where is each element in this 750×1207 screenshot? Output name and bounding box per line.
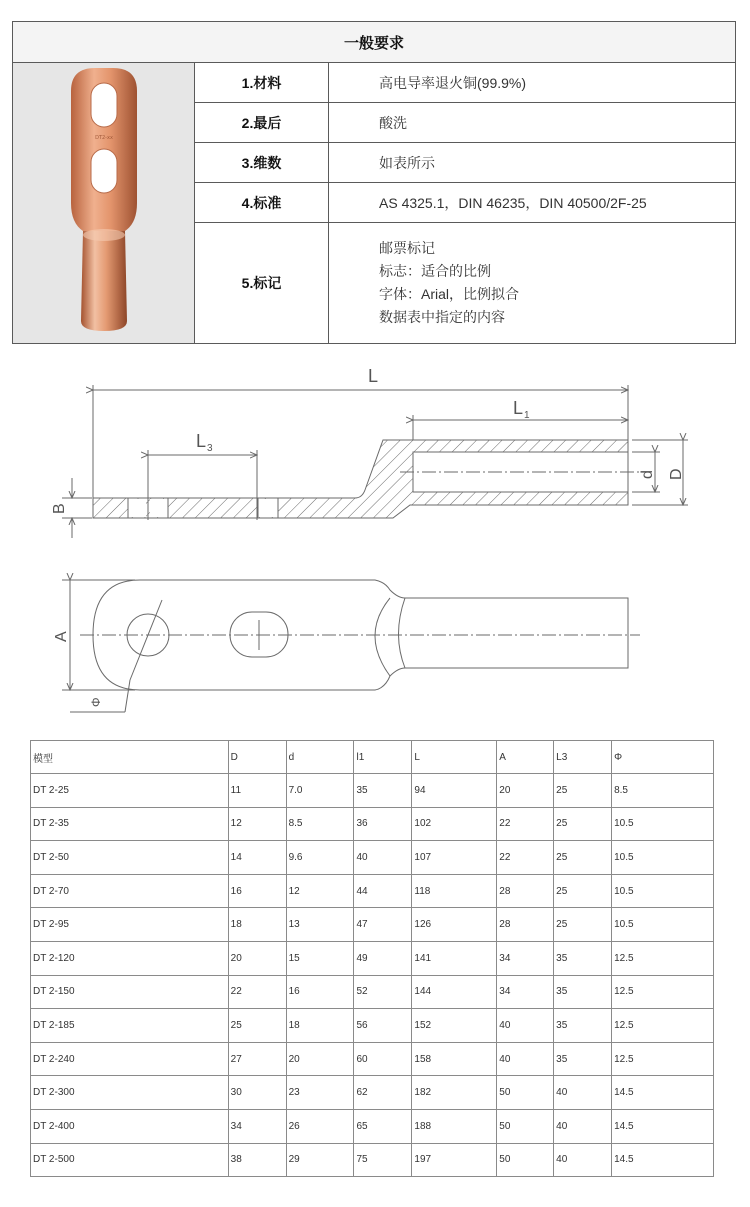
value-cell: 12 [286,874,354,908]
value-cell: 158 [412,1042,497,1076]
model-cell: DT 2-500 [31,1143,229,1177]
requirements-title: 一般要求 [13,22,736,63]
svg-text:DT2-xx: DT2-xx [95,135,113,141]
value-cell: 12.5 [612,941,714,975]
spec-key: 4.标准 [195,183,329,223]
value-cell: 141 [412,941,497,975]
value-cell: 14.5 [612,1076,714,1110]
value-cell: 65 [354,1109,412,1143]
value-cell: 10.5 [612,908,714,942]
table-row [31,874,714,908]
value-cell: 27 [228,1042,286,1076]
model-cell: DT 2-400 [31,1109,229,1143]
value-cell: 16 [286,975,354,1009]
value-cell: 12 [228,807,286,841]
value-cell: 35 [354,774,412,808]
value-cell: 34 [497,975,554,1009]
value-cell: 16 [228,874,286,908]
value-cell: 20 [286,1042,354,1076]
value-cell: 197 [412,1143,497,1177]
value-cell: 56 [354,1009,412,1043]
dim-L-label: L [368,366,379,386]
col-header: L [412,741,497,774]
dim-d-label: d [639,470,656,479]
spec-key: 2.最后 [195,103,329,143]
model-cell: DT 2-25 [31,774,229,808]
table-row [31,975,714,1009]
value-cell: 11 [228,774,286,808]
dim-D-label: D [668,468,685,480]
spec-key: 5.标记 [195,223,329,344]
value-cell: 40 [354,841,412,875]
model-cell: DT 2-120 [31,941,229,975]
value-cell: 75 [354,1143,412,1177]
value-cell: 28 [497,908,554,942]
model-cell: DT 2-185 [31,1009,229,1043]
value-cell: 36 [354,807,412,841]
value-cell: 25 [554,807,612,841]
table-row [31,908,714,942]
value-cell: 9.6 [286,841,354,875]
model-cell: DT 2-95 [31,908,229,942]
col-header: d [286,741,354,774]
model-cell: DT 2-300 [31,1076,229,1110]
value-cell: 94 [412,774,497,808]
value-cell: 29 [286,1143,354,1177]
model-cell: DT 2-240 [31,1042,229,1076]
value-cell: 10.5 [612,874,714,908]
value-cell: 28 [497,874,554,908]
value-cell: 22 [497,807,554,841]
marking-line: 标志：适合的比例 [379,263,491,279]
value-cell: 40 [554,1143,612,1177]
table-row [31,1009,714,1043]
table-row [31,1076,714,1110]
value-cell: 40 [497,1042,554,1076]
value-cell: 25 [228,1009,286,1043]
marking-line: 邮票标记 [379,240,435,256]
marking-line: 数据表中指定的内容 [379,309,505,325]
spec-value: 如表所示 [329,143,736,183]
value-cell: 34 [497,941,554,975]
value-cell: 12.5 [612,1042,714,1076]
value-cell: 102 [412,807,497,841]
value-cell: 25 [554,774,612,808]
value-cell: 20 [228,941,286,975]
value-cell: 25 [554,874,612,908]
table-row [31,1042,714,1076]
dim-L3-subscript: 3 [207,443,213,454]
value-cell: 40 [554,1076,612,1110]
value-cell: 47 [354,908,412,942]
value-cell: 7.0 [286,774,354,808]
value-cell: 26 [286,1109,354,1143]
value-cell: 35 [554,1042,612,1076]
marking-details [329,223,736,344]
value-cell: 14.5 [612,1143,714,1177]
value-cell: 35 [554,975,612,1009]
value-cell: 34 [228,1109,286,1143]
table-row [31,941,714,975]
model-cell: DT 2-70 [31,874,229,908]
table-header-row [31,741,714,774]
value-cell: 188 [412,1109,497,1143]
value-cell: 144 [412,975,497,1009]
col-header: l1 [354,741,412,774]
value-cell: 107 [412,841,497,875]
value-cell: 22 [497,841,554,875]
value-cell: 12.5 [612,975,714,1009]
table-row [31,774,714,808]
value-cell: 50 [497,1076,554,1110]
product-photo [13,63,195,344]
value-cell: 40 [554,1109,612,1143]
value-cell: 35 [554,1009,612,1043]
value-cell: 15 [286,941,354,975]
spec-key: 1.材料 [195,63,329,103]
value-cell: 118 [412,874,497,908]
value-cell: 8.5 [612,774,714,808]
table-row [31,807,714,841]
col-header: A [497,741,554,774]
value-cell: 20 [497,774,554,808]
spec-value: AS 4325.1，DIN 46235，DIN 40500/2F-25 [329,183,736,223]
value-cell: 23 [286,1076,354,1110]
value-cell: 126 [412,908,497,942]
value-cell: 50 [497,1109,554,1143]
table-row [31,1143,714,1177]
value-cell: 12.5 [612,1009,714,1043]
table-row [31,1109,714,1143]
value-cell: 62 [354,1076,412,1110]
value-cell: 49 [354,941,412,975]
col-header: L3 [554,741,612,774]
value-cell: 10.5 [612,807,714,841]
value-cell: 14.5 [612,1109,714,1143]
value-cell: 38 [228,1143,286,1177]
value-cell: 18 [286,1009,354,1043]
value-cell: 35 [554,941,612,975]
value-cell: 152 [412,1009,497,1043]
spec-value: 高电导率退火铜(99.9%) [329,63,736,103]
marking-line: 字体：Arial，比例拟合 [379,286,520,302]
general-requirements-table [12,21,736,344]
value-cell: 10.5 [612,841,714,875]
value-cell: 50 [497,1143,554,1177]
value-cell: 25 [554,841,612,875]
col-header: 模型 [31,741,229,774]
dim-L3-label: L [196,431,207,451]
value-cell: 30 [228,1076,286,1110]
value-cell: 13 [286,908,354,942]
value-cell: 25 [554,908,612,942]
copper-lug-image [13,63,194,343]
value-cell: 8.5 [286,807,354,841]
spec-value: 酸洗 [329,103,736,143]
value-cell: 18 [228,908,286,942]
dimension-table [30,740,714,1177]
dim-L1-label: L [513,398,524,418]
technical-drawing [40,358,700,718]
spec-key: 3.维数 [195,143,329,183]
value-cell: 52 [354,975,412,1009]
dim-B-label: B [51,503,68,514]
value-cell: 44 [354,874,412,908]
model-cell: DT 2-50 [31,841,229,875]
value-cell: 60 [354,1042,412,1076]
model-cell: DT 2-35 [31,807,229,841]
col-header: D [228,741,286,774]
value-cell: 22 [228,975,286,1009]
value-cell: 40 [497,1009,554,1043]
value-cell: 14 [228,841,286,875]
dim-L1-subscript: 1 [524,410,530,421]
model-cell: DT 2-150 [31,975,229,1009]
value-cell: 182 [412,1076,497,1110]
dim-phi-label: Φ [89,697,103,707]
table-row [31,841,714,875]
dim-A-label: A [53,631,70,642]
col-header: Φ [612,741,714,774]
